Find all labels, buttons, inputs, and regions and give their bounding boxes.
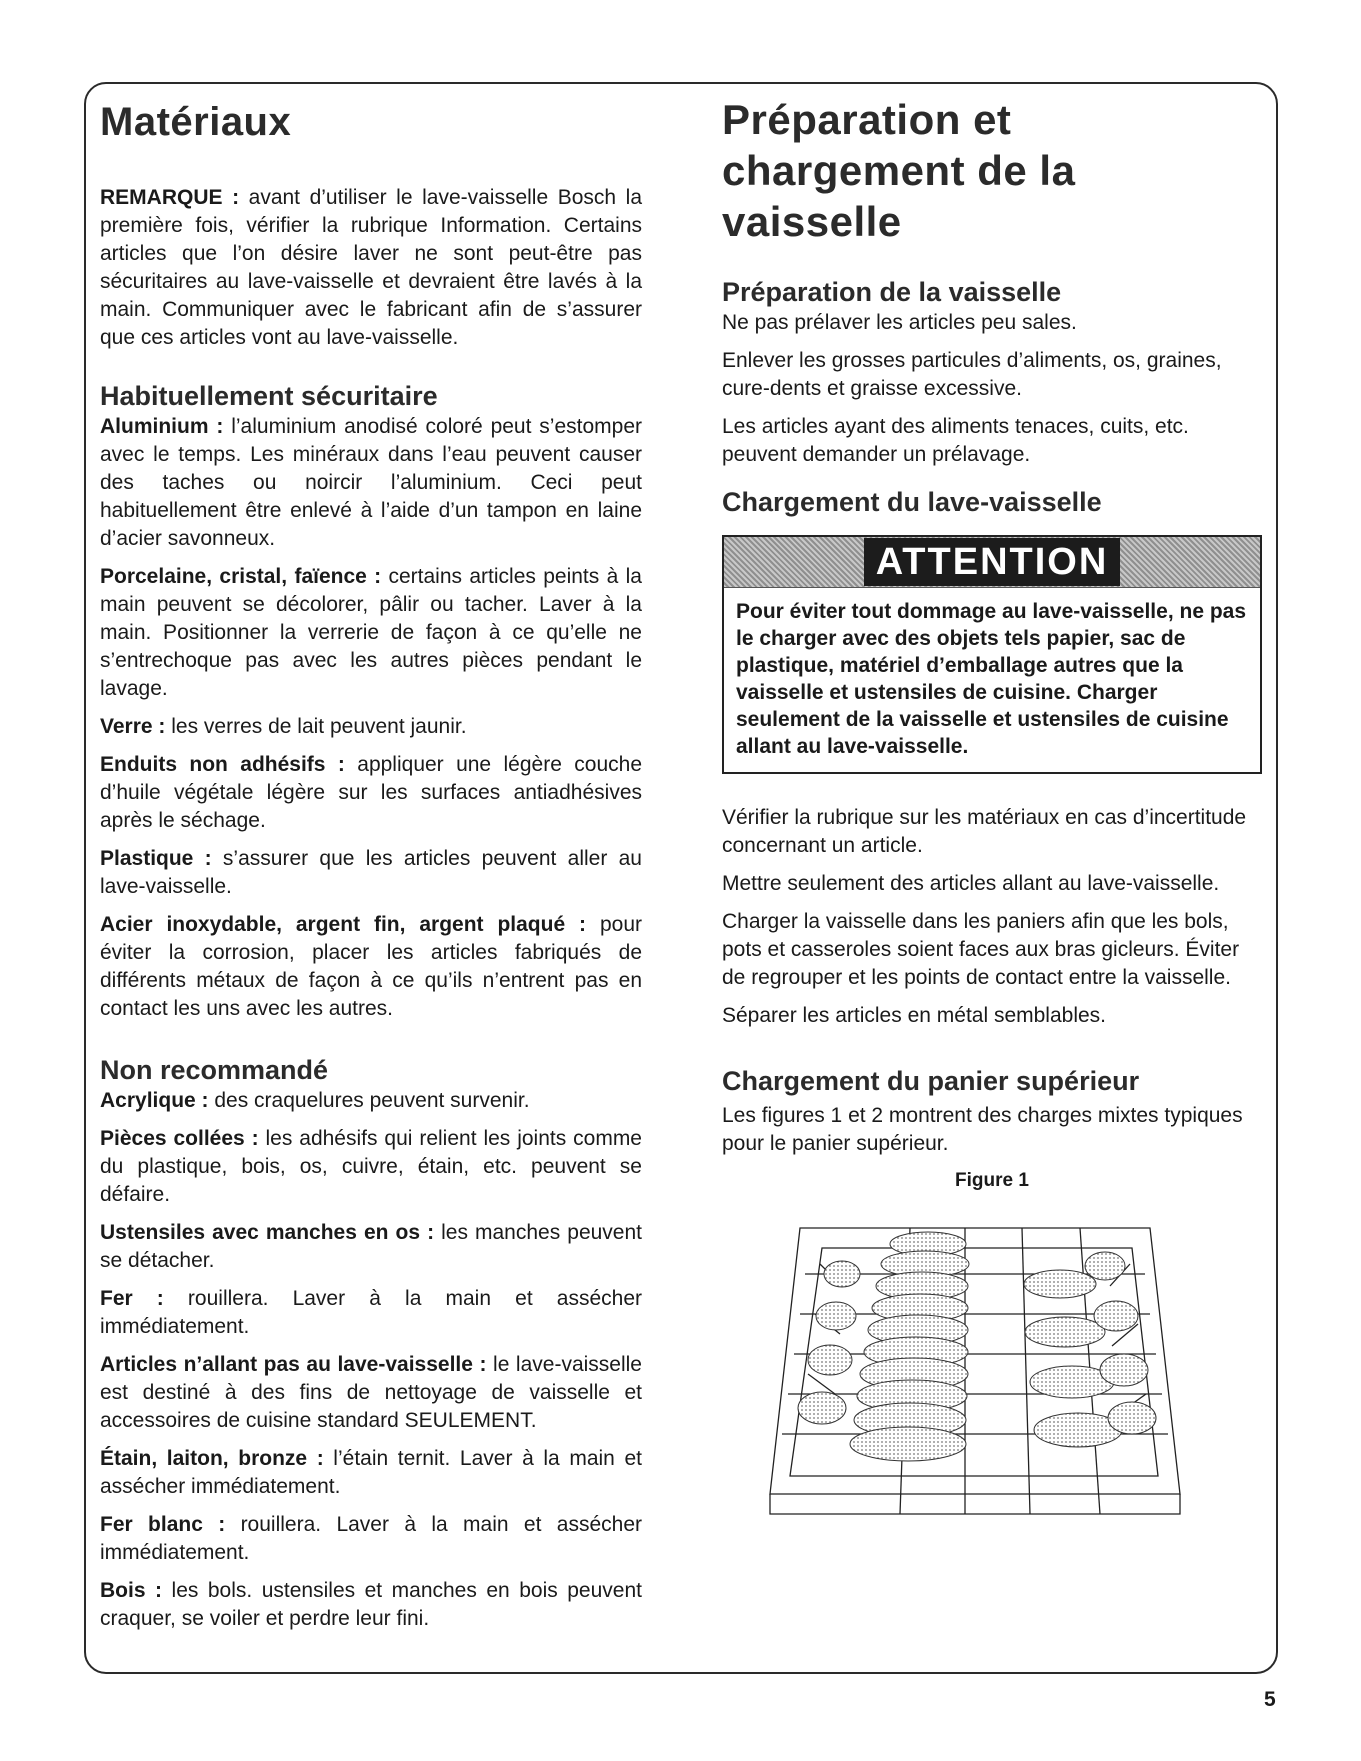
materials-title: Matériaux [100,100,292,144]
load-paragraph: Charger la vaisselle dans les paniers afin que les bols, pots et casseroles soient faces aux bras gicleurs. Éviter de regrouper et les points de contact entre la vaisselle. [722,910,1240,989]
safe-item: Verre : les verres de lait peuvent jaunir. [100,715,467,738]
not-item: Bois : les bols. ustensiles et manches en bois peuvent craquer, se voiler et perdre leur fini. [100,1579,642,1630]
note-text: avant d’utiliser le lave-vaisselle Bosch la première fois, vérifier la rubrique Information. Certains articles que l’on désire laver ne sont peut-être pas sécuritaires au lave-vaisselle et devraient être lavés à la main. Communiquer avec le fabricant afin de s’assurer que ces articles vont au lave-vaisselle. [100,186,642,349]
prep-paragraph: Enlever les grosses particules d’aliments, os, graines, cure-dents et graisse excessive. [722,349,1222,400]
safe-heading: Habituellement sécuritaire [100,381,438,411]
load-paragraph: Séparer les articles en métal semblables. [722,1004,1107,1027]
prep-paragraph: Les articles ayant des aliments tenaces, cuits, etc. peuvent demander un prélavage. [722,415,1189,466]
not-item: Pièces collées : les adhésifs qui relient les joints comme du plastique, bois, os, cuivre, étain, etc. peuvent se défaire. [100,1127,642,1206]
attention-label: ATTENTION [864,538,1121,586]
prep-heading: Préparation de la vaisselle [722,277,1062,307]
note-label: REMARQUE : [100,186,240,209]
attention-header [724,537,1260,588]
prep-paragraph: Ne pas prélaver les articles peu sales. [722,311,1077,334]
not-recommended-heading: Non recommandé [100,1055,329,1085]
safe-item: Aluminium : l’aluminium anodisé coloré peut s’estomper avec le temps. Les minéraux dans l’eau peuvent causer des taches ou noircir l’aluminium. Ceci peut habituellement être enlevé à l’aide d’un tampon en laine d’acier savonneux. [100,415,642,550]
left-column [100,82,642,1633]
note-paragraph [100,184,642,352]
not-item: Fer : rouillera. Laver à la main et assécher immédiatement. [100,1287,642,1338]
load-paragraph: Mettre seulement des articles allant au lave-vaisselle. [722,872,1220,895]
page-number: 5 [1264,1688,1276,1711]
not-item: Fer blanc : rouillera. Laver à la main et assécher immédiatement. [100,1513,642,1564]
attention-box [722,535,1262,774]
upper-rack-heading: Chargement du panier supérieur [722,1066,1140,1096]
safe-item: Plastique : s’assurer que les articles peuvent aller au lave-vaisselle. [100,847,642,898]
load-paragraph: Vérifier la rubrique sur les matériaux en cas d’incertitude concernant un article. [722,806,1247,857]
not-item: Articles n’allant pas au lave-vaisselle : le lave-vaisselle est destiné à des fins de nettoyage de vaisselle et accessoires de cuisine standard SEULEMENT. [100,1353,642,1432]
not-item: Acrylique : des craquelures peuvent survenir. [100,1089,530,1112]
not-item: Étain, laiton, bronze : l’étain ternit. Laver à la main et assécher immédiatement. [100,1447,642,1498]
load-heading: Chargement du lave-vaisselle [722,487,1102,517]
not-item: Ustensiles avec manches en os : les manches peuvent se détacher. [100,1221,642,1272]
upper-rack-paragraph: Les figures 1 et 2 montrent des charges mixtes typiques pour le panier supérieur. [722,1104,1243,1155]
safe-item: Enduits non adhésifs : appliquer une légère couche d’huile végétale légère sur les surfaces antiadhésives après le séchage. [100,753,642,832]
right-column [722,82,1262,1525]
safe-item: Acier inoxydable, argent fin, argent plaqué : pour éviter la corrosion, placer les articles fabriqués de différents métaux de façon à ce qu’ils n’entrent pas en contact les uns avec les autres. [100,913,642,1020]
dishwasher-rack-illustration [760,1204,1190,1520]
safe-item: Porcelaine, cristal, faïence : certains articles peints à la main peuvent se décolorer, pâlir ou tacher. Laver à la main. Positionner la verrerie de façon à ce qu’elle ne s’entrechoque pas avec les autres pièces pendant le lavage. [100,565,642,700]
attention-text: Pour éviter tout dommage au lave-vaisselle, ne pas le charger avec des objets tels papier, sac de plastique, matériel d’emballage autres que la vaisselle et ustensiles de cuisine. Charger seulement de la vaisselle et ustensiles de cuisine allant au lave-vaisselle. [736,600,1247,758]
figure-caption: Figure 1 [955,1170,1029,1191]
preparation-title: Préparation et chargement de la vaisselle [722,96,1076,245]
